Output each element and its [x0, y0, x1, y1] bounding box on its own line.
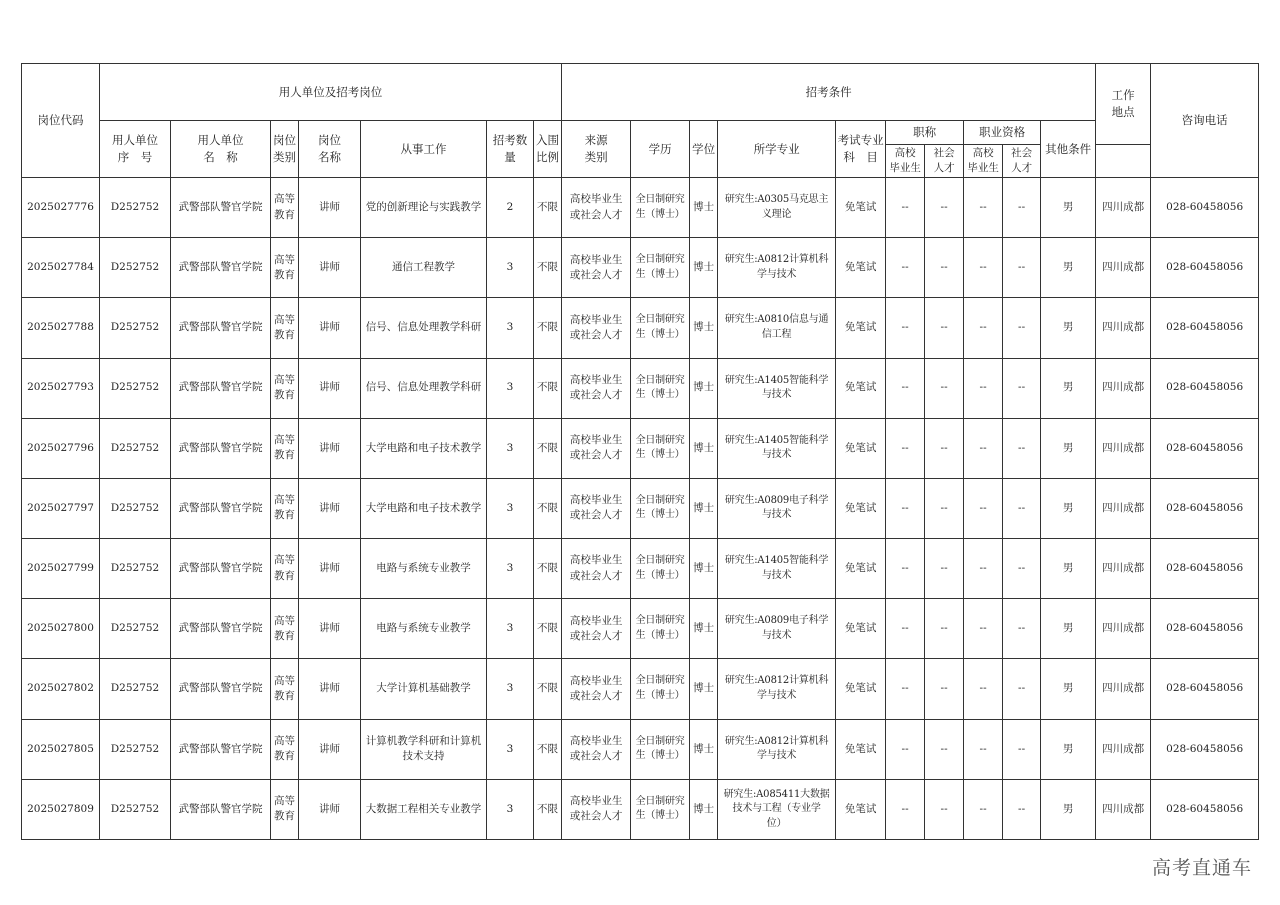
cell-title-social: -- [925, 719, 964, 779]
cell-exam: 免笔试 [836, 238, 886, 298]
cell-workplace: 四川成都 [1096, 358, 1151, 418]
cell-source: 高校毕业生 或社会人才 [562, 358, 631, 418]
cell-title-graduate: -- [886, 178, 925, 238]
cell-count: 3 [487, 539, 534, 599]
cell-unit-name: 武警部队警官学院 [171, 178, 271, 238]
table-row [22, 298, 1259, 358]
cell-degree: 博士 [690, 358, 718, 418]
cell-code: 2025027800 [22, 599, 100, 659]
col-header-post-type: 岗位 类别 [271, 121, 299, 178]
cell-degree: 博士 [690, 599, 718, 659]
cell-qual-social: -- [1003, 779, 1041, 839]
cell-code: 2025027784 [22, 238, 100, 298]
cell-title-social: -- [925, 238, 964, 298]
cell-phone: 028-60458056 [1151, 719, 1259, 779]
cell-major: 研究生:A1405智能科学 与技术 [718, 418, 836, 478]
cell-title-social: -- [925, 418, 964, 478]
cell-ratio: 不限 [534, 779, 562, 839]
cell-post-name: 讲师 [299, 719, 361, 779]
cell-title-social: -- [925, 478, 964, 538]
cell-qual-social: -- [1003, 539, 1041, 599]
cell-unit-seq: D252752 [100, 238, 171, 298]
cell-count: 3 [487, 779, 534, 839]
cell-unit-seq: D252752 [100, 779, 171, 839]
cell-unit-name: 武警部队警官学院 [171, 779, 271, 839]
col-header-exam: 考试专业 科 目 [836, 121, 886, 178]
cell-unit-seq: D252752 [100, 539, 171, 599]
cell-count: 3 [487, 358, 534, 418]
cell-other: 男 [1041, 418, 1096, 478]
col-header-qual-social: 社会 人才 [1003, 145, 1041, 178]
cell-qual-social: -- [1003, 478, 1041, 538]
cell-qual-social: -- [1003, 238, 1041, 298]
cell-unit-name: 武警部队警官学院 [171, 298, 271, 358]
col-header-work: 从事工作 [361, 121, 487, 178]
col-header-code: 岗位代码 [22, 64, 100, 178]
cell-ratio: 不限 [534, 358, 562, 418]
cell-qual-social: -- [1003, 298, 1041, 358]
cell-unit-seq: D252752 [100, 418, 171, 478]
cell-workplace: 四川成都 [1096, 659, 1151, 719]
cell-degree: 博士 [690, 418, 718, 478]
cell-major: 研究生:A0810信息与通 信工程 [718, 298, 836, 358]
group-header-title: 职称 [886, 121, 964, 145]
cell-unit-seq: D252752 [100, 599, 171, 659]
cell-education: 全日制研究 生（博士） [631, 599, 690, 659]
cell-source: 高校毕业生 或社会人才 [562, 719, 631, 779]
cell-qual-social: -- [1003, 599, 1041, 659]
cell-work: 通信工程教学 [361, 238, 487, 298]
cell-education: 全日制研究 生（博士） [631, 539, 690, 599]
cell-workplace: 四川成都 [1096, 178, 1151, 238]
col-header-source: 来源 类别 [562, 121, 631, 178]
cell-exam: 免笔试 [836, 418, 886, 478]
table-row [22, 178, 1259, 238]
cell-work: 计算机教学科研和计算机 技术支持 [361, 719, 487, 779]
cell-education: 全日制研究 生（博士） [631, 418, 690, 478]
cell-post-type: 高等 教育 [271, 719, 299, 779]
cell-qual-social: -- [1003, 418, 1041, 478]
cell-other: 男 [1041, 358, 1096, 418]
cell-ratio: 不限 [534, 418, 562, 478]
cell-code: 2025027788 [22, 298, 100, 358]
cell-education: 全日制研究 生（博士） [631, 719, 690, 779]
cell-qual-social: -- [1003, 719, 1041, 779]
cell-unit-seq: D252752 [100, 719, 171, 779]
cell-title-graduate: -- [886, 298, 925, 358]
cell-title-graduate: -- [886, 418, 925, 478]
table-row [22, 779, 1259, 839]
cell-major: 研究生:A0812计算机科 学与技术 [718, 719, 836, 779]
col-header-post-name: 岗位 名称 [299, 121, 361, 178]
cell-code: 2025027797 [22, 478, 100, 538]
col-header-other: 其他条件 [1041, 121, 1096, 178]
cell-workplace: 四川成都 [1096, 238, 1151, 298]
cell-title-graduate: -- [886, 659, 925, 719]
table-row [22, 539, 1259, 599]
cell-post-name: 讲师 [299, 238, 361, 298]
cell-degree: 博士 [690, 478, 718, 538]
cell-phone: 028-60458056 [1151, 659, 1259, 719]
cell-other: 男 [1041, 659, 1096, 719]
cell-title-social: -- [925, 358, 964, 418]
cell-unit-seq: D252752 [100, 659, 171, 719]
cell-unit-seq: D252752 [100, 298, 171, 358]
cell-other: 男 [1041, 719, 1096, 779]
cell-workplace: 四川成都 [1096, 599, 1151, 659]
col-header-degree: 学位 [690, 121, 718, 178]
cell-degree: 博士 [690, 178, 718, 238]
cell-post-name: 讲师 [299, 478, 361, 538]
cell-unit-name: 武警部队警官学院 [171, 238, 271, 298]
cell-qual-graduate: -- [964, 599, 1003, 659]
cell-degree: 博士 [690, 539, 718, 599]
cell-other: 男 [1041, 238, 1096, 298]
cell-title-social: -- [925, 599, 964, 659]
col-header-workplace-spacer [1096, 145, 1151, 178]
cell-title-graduate: -- [886, 719, 925, 779]
cell-other: 男 [1041, 599, 1096, 659]
col-header-education: 学历 [631, 121, 690, 178]
cell-qual-graduate: -- [964, 298, 1003, 358]
cell-workplace: 四川成都 [1096, 539, 1151, 599]
cell-education: 全日制研究 生（博士） [631, 478, 690, 538]
cell-exam: 免笔试 [836, 358, 886, 418]
cell-post-name: 讲师 [299, 178, 361, 238]
cell-education: 全日制研究 生（博士） [631, 358, 690, 418]
cell-workplace: 四川成都 [1096, 298, 1151, 358]
cell-education: 全日制研究 生（博士） [631, 659, 690, 719]
cell-unit-name: 武警部队警官学院 [171, 719, 271, 779]
cell-post-type: 高等 教育 [271, 298, 299, 358]
col-header-title-graduate: 高校 毕业生 [886, 145, 925, 178]
cell-unit-name: 武警部队警官学院 [171, 539, 271, 599]
cell-qual-social: -- [1003, 178, 1041, 238]
table-row [22, 238, 1259, 298]
cell-degree: 博士 [690, 719, 718, 779]
cell-workplace: 四川成都 [1096, 779, 1151, 839]
cell-exam: 免笔试 [836, 298, 886, 358]
cell-post-type: 高等 教育 [271, 539, 299, 599]
cell-ratio: 不限 [534, 298, 562, 358]
cell-education: 全日制研究 生（博士） [631, 238, 690, 298]
group-header-conditions: 招考条件 [562, 64, 1096, 121]
cell-title-graduate: -- [886, 478, 925, 538]
cell-count: 2 [487, 178, 534, 238]
cell-ratio: 不限 [534, 719, 562, 779]
cell-work: 大数据工程相关专业教学 [361, 779, 487, 839]
cell-qual-graduate: -- [964, 478, 1003, 538]
cell-exam: 免笔试 [836, 779, 886, 839]
cell-code: 2025027776 [22, 178, 100, 238]
cell-source: 高校毕业生 或社会人才 [562, 418, 631, 478]
cell-ratio: 不限 [534, 478, 562, 538]
cell-degree: 博士 [690, 298, 718, 358]
cell-work: 信号、信息处理教学科研 [361, 298, 487, 358]
cell-title-graduate: -- [886, 358, 925, 418]
cell-work: 大学计算机基础教学 [361, 659, 487, 719]
cell-code: 2025027802 [22, 659, 100, 719]
cell-exam: 免笔试 [836, 719, 886, 779]
cell-title-graduate: -- [886, 599, 925, 659]
cell-title-social: -- [925, 539, 964, 599]
cell-source: 高校毕业生 或社会人才 [562, 478, 631, 538]
cell-qual-graduate: -- [964, 178, 1003, 238]
cell-qual-graduate: -- [964, 418, 1003, 478]
cell-ratio: 不限 [534, 238, 562, 298]
cell-qual-graduate: -- [964, 779, 1003, 839]
cell-qual-graduate: -- [964, 358, 1003, 418]
table-row [22, 358, 1259, 418]
cell-phone: 028-60458056 [1151, 418, 1259, 478]
cell-post-name: 讲师 [299, 599, 361, 659]
recruitment-table [21, 63, 1259, 840]
cell-degree: 博士 [690, 779, 718, 839]
cell-other: 男 [1041, 178, 1096, 238]
cell-unit-name: 武警部队警官学院 [171, 659, 271, 719]
cell-ratio: 不限 [534, 659, 562, 719]
cell-work: 党的创新理论与实践教学 [361, 178, 487, 238]
cell-title-social: -- [925, 178, 964, 238]
cell-workplace: 四川成都 [1096, 478, 1151, 538]
cell-count: 3 [487, 478, 534, 538]
cell-work: 大学电路和电子技术教学 [361, 418, 487, 478]
cell-post-type: 高等 教育 [271, 478, 299, 538]
cell-unit-seq: D252752 [100, 358, 171, 418]
cell-source: 高校毕业生 或社会人才 [562, 298, 631, 358]
group-header-unit-post: 用人单位及招考岗位 [100, 64, 562, 121]
col-header-major: 所学专业 [718, 121, 836, 178]
table-row [22, 659, 1259, 719]
cell-education: 全日制研究 生（博士） [631, 178, 690, 238]
cell-exam: 免笔试 [836, 599, 886, 659]
col-header-title-social: 社会 人才 [925, 145, 964, 178]
cell-unit-name: 武警部队警官学院 [171, 418, 271, 478]
cell-work: 电路与系统专业教学 [361, 539, 487, 599]
cell-unit-name: 武警部队警官学院 [171, 599, 271, 659]
col-header-unit-name: 用人单位 名 称 [171, 121, 271, 178]
table-row [22, 418, 1259, 478]
cell-ratio: 不限 [534, 599, 562, 659]
cell-education: 全日制研究 生（博士） [631, 298, 690, 358]
cell-count: 3 [487, 599, 534, 659]
cell-phone: 028-60458056 [1151, 599, 1259, 659]
cell-other: 男 [1041, 779, 1096, 839]
cell-work: 电路与系统专业教学 [361, 599, 487, 659]
cell-other: 男 [1041, 478, 1096, 538]
cell-qual-graduate: -- [964, 659, 1003, 719]
cell-title-social: -- [925, 298, 964, 358]
cell-source: 高校毕业生 或社会人才 [562, 539, 631, 599]
cell-post-type: 高等 教育 [271, 659, 299, 719]
cell-qual-graduate: -- [964, 719, 1003, 779]
cell-phone: 028-60458056 [1151, 478, 1259, 538]
col-header-phone: 咨询电话 [1151, 64, 1259, 178]
cell-source: 高校毕业生 或社会人才 [562, 659, 631, 719]
cell-phone: 028-60458056 [1151, 358, 1259, 418]
cell-degree: 博士 [690, 659, 718, 719]
table-row [22, 599, 1259, 659]
cell-major: 研究生:A1405智能科学 与技术 [718, 539, 836, 599]
cell-post-name: 讲师 [299, 539, 361, 599]
col-header-workplace: 工作 地点 [1096, 64, 1151, 145]
cell-phone: 028-60458056 [1151, 238, 1259, 298]
cell-count: 3 [487, 298, 534, 358]
cell-other: 男 [1041, 298, 1096, 358]
col-header-unit-seq: 用人单位 序 号 [100, 121, 171, 178]
cell-title-graduate: -- [886, 238, 925, 298]
cell-other: 男 [1041, 539, 1096, 599]
cell-ratio: 不限 [534, 539, 562, 599]
col-header-qual-graduate: 高校 毕业生 [964, 145, 1003, 178]
table-body [22, 178, 1259, 840]
cell-phone: 028-60458056 [1151, 298, 1259, 358]
cell-post-type: 高等 教育 [271, 238, 299, 298]
cell-qual-social: -- [1003, 358, 1041, 418]
cell-qual-social: -- [1003, 659, 1041, 719]
cell-title-graduate: -- [886, 539, 925, 599]
cell-phone: 028-60458056 [1151, 539, 1259, 599]
cell-education: 全日制研究 生（博士） [631, 779, 690, 839]
cell-post-name: 讲师 [299, 659, 361, 719]
cell-qual-graduate: -- [964, 238, 1003, 298]
cell-major: 研究生:A0812计算机科 学与技术 [718, 238, 836, 298]
table-row [22, 478, 1259, 538]
cell-major: 研究生:A0809电子科学 与技术 [718, 478, 836, 538]
cell-title-social: -- [925, 659, 964, 719]
cell-source: 高校毕业生 或社会人才 [562, 779, 631, 839]
cell-post-type: 高等 教育 [271, 779, 299, 839]
cell-unit-seq: D252752 [100, 478, 171, 538]
cell-code: 2025027793 [22, 358, 100, 418]
cell-source: 高校毕业生 或社会人才 [562, 238, 631, 298]
cell-exam: 免笔试 [836, 659, 886, 719]
cell-post-type: 高等 教育 [271, 358, 299, 418]
cell-post-name: 讲师 [299, 418, 361, 478]
cell-count: 3 [487, 418, 534, 478]
cell-unit-seq: D252752 [100, 178, 171, 238]
cell-major: 研究生:A085411大数据 技术与工程（专业学 位） [718, 779, 836, 839]
cell-count: 3 [487, 659, 534, 719]
table-row [22, 719, 1259, 779]
cell-source: 高校毕业生 或社会人才 [562, 599, 631, 659]
cell-code: 2025027805 [22, 719, 100, 779]
cell-post-type: 高等 教育 [271, 178, 299, 238]
cell-count: 3 [487, 719, 534, 779]
cell-workplace: 四川成都 [1096, 418, 1151, 478]
cell-work: 大学电路和电子技术教学 [361, 478, 487, 538]
cell-post-name: 讲师 [299, 358, 361, 418]
group-header-qualification: 职业资格 [964, 121, 1041, 145]
cell-exam: 免笔试 [836, 478, 886, 538]
cell-major: 研究生:A0809电子科学 与技术 [718, 599, 836, 659]
cell-title-graduate: -- [886, 779, 925, 839]
col-header-count: 招考数量 [487, 121, 534, 178]
cell-post-name: 讲师 [299, 779, 361, 839]
cell-code: 2025027799 [22, 539, 100, 599]
cell-count: 3 [487, 238, 534, 298]
cell-qual-graduate: -- [964, 539, 1003, 599]
cell-post-type: 高等 教育 [271, 599, 299, 659]
cell-post-type: 高等 教育 [271, 418, 299, 478]
cell-work: 信号、信息处理教学科研 [361, 358, 487, 418]
cell-exam: 免笔试 [836, 178, 886, 238]
cell-source: 高校毕业生 或社会人才 [562, 178, 631, 238]
cell-major: 研究生:A1405智能科学 与技术 [718, 358, 836, 418]
watermark: 高考直通车 [1151, 857, 1252, 879]
cell-exam: 免笔试 [836, 539, 886, 599]
cell-phone: 028-60458056 [1151, 779, 1259, 839]
cell-code: 2025027809 [22, 779, 100, 839]
cell-ratio: 不限 [534, 178, 562, 238]
cell-major: 研究生:A0305马克思主 义理论 [718, 178, 836, 238]
cell-workplace: 四川成都 [1096, 719, 1151, 779]
cell-phone: 028-60458056 [1151, 178, 1259, 238]
cell-degree: 博士 [690, 238, 718, 298]
cell-unit-name: 武警部队警官学院 [171, 358, 271, 418]
col-header-ratio: 入围 比例 [534, 121, 562, 178]
cell-unit-name: 武警部队警官学院 [171, 478, 271, 538]
cell-major: 研究生:A0812计算机科 学与技术 [718, 659, 836, 719]
cell-title-social: -- [925, 779, 964, 839]
cell-code: 2025027796 [22, 418, 100, 478]
cell-post-name: 讲师 [299, 298, 361, 358]
